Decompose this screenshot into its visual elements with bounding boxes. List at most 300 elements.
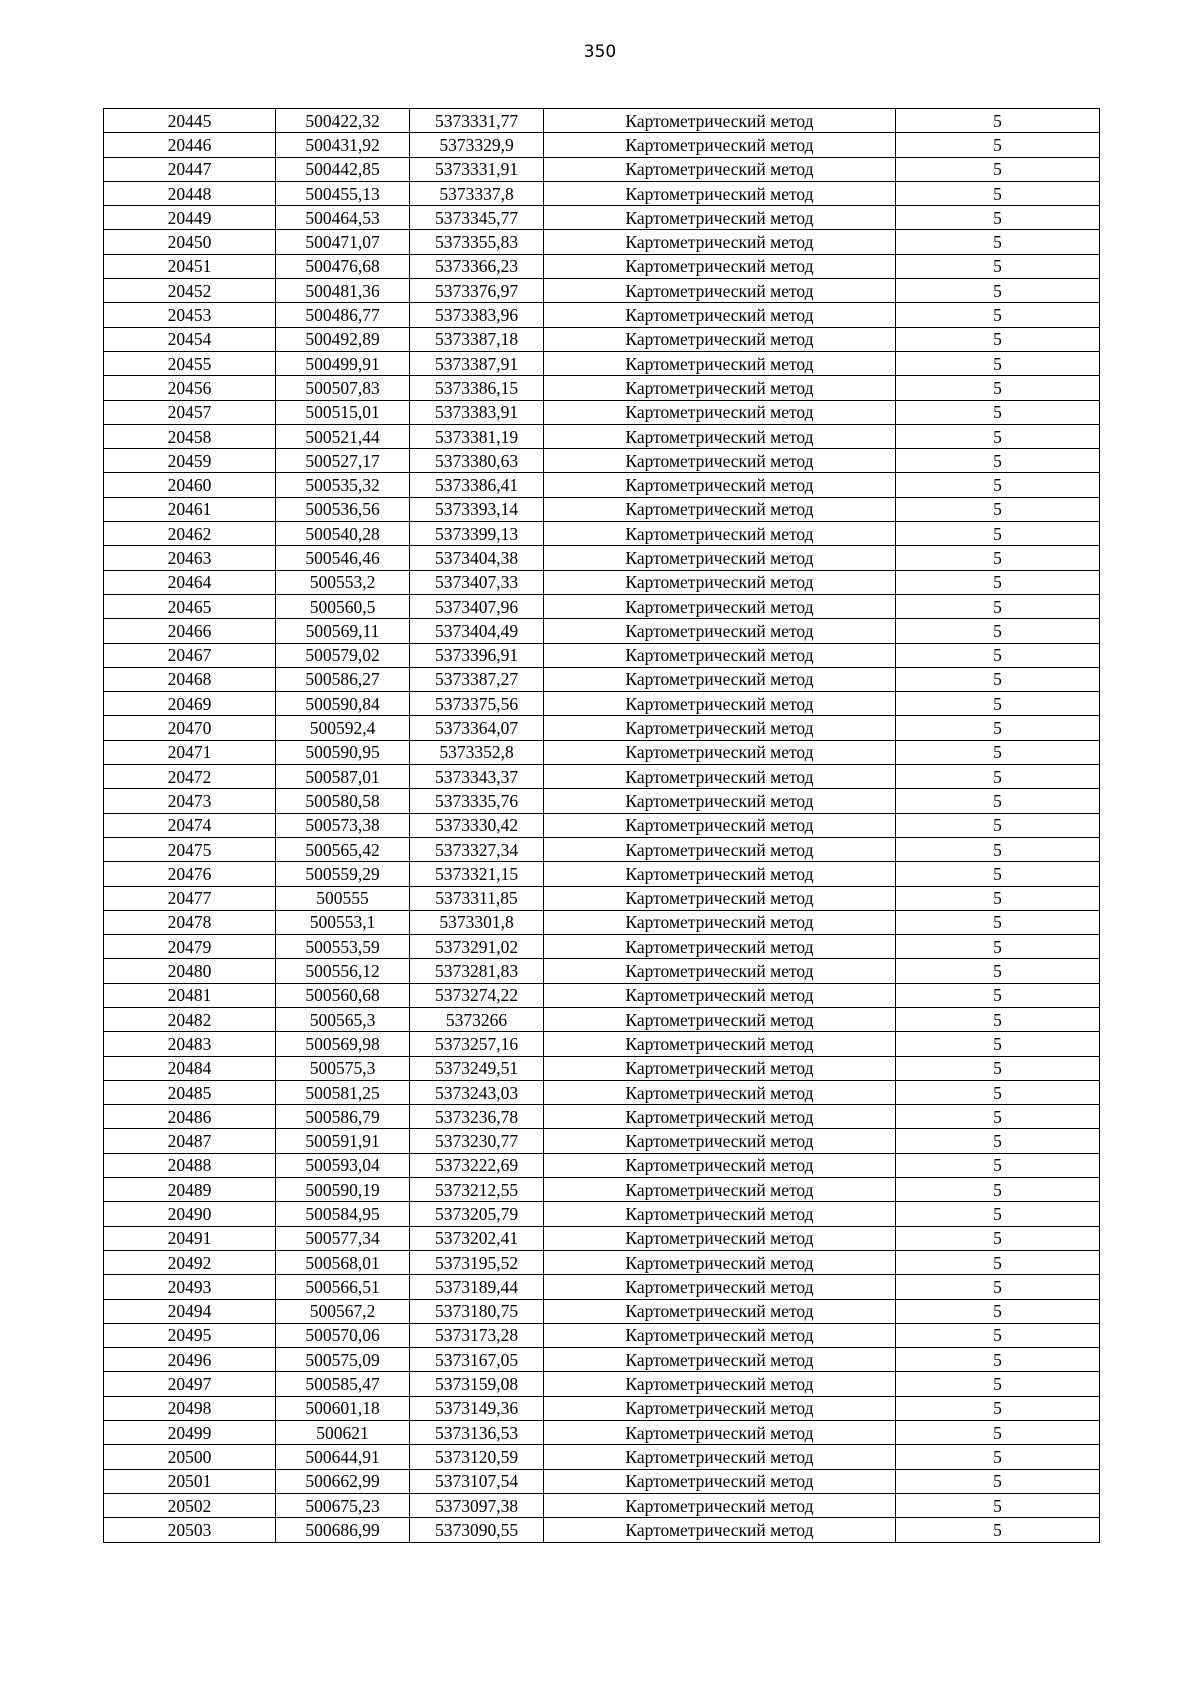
x-coordinate-cell: 500567,2 [276,1299,410,1323]
point-number-cell: 20468 [104,667,276,691]
accuracy-cell: 5 [896,1299,1100,1323]
method-cell: Картометрический метод [544,910,896,934]
method-cell: Картометрический метод [544,1396,896,1420]
accuracy-cell: 5 [896,1421,1100,1445]
method-cell: Картометрический метод [544,109,896,133]
table-row [104,497,1100,521]
table-row [104,1226,1100,1250]
accuracy-cell: 5 [896,1178,1100,1202]
method-cell: Картометрический метод [544,327,896,351]
x-coordinate-cell: 500590,84 [276,692,410,716]
y-coordinate-cell: 5373281,83 [410,959,544,983]
y-coordinate-cell: 5373331,91 [410,157,544,181]
x-coordinate-cell: 500481,36 [276,279,410,303]
table-row [104,351,1100,375]
accuracy-cell: 5 [896,813,1100,837]
table-row [104,1202,1100,1226]
table-row [104,109,1100,133]
x-coordinate-cell: 500536,56 [276,497,410,521]
accuracy-cell: 5 [896,959,1100,983]
method-cell: Картометрический метод [544,351,896,375]
point-number-cell: 20461 [104,497,276,521]
point-number-cell: 20466 [104,619,276,643]
table-row [104,862,1100,886]
y-coordinate-cell: 5373321,15 [410,862,544,886]
point-number-cell: 20451 [104,254,276,278]
x-coordinate-cell: 500591,91 [276,1129,410,1153]
table-row [104,886,1100,910]
point-number-cell: 20455 [104,351,276,375]
y-coordinate-cell: 5373387,18 [410,327,544,351]
y-coordinate-cell: 5373345,77 [410,206,544,230]
table-row [104,765,1100,789]
y-coordinate-cell: 5373407,33 [410,570,544,594]
method-cell: Картометрический метод [544,740,896,764]
x-coordinate-cell: 500527,17 [276,449,410,473]
method-cell: Картометрический метод [544,1129,896,1153]
x-coordinate-cell: 500559,29 [276,862,410,886]
point-number-cell: 20447 [104,157,276,181]
accuracy-cell: 5 [896,1129,1100,1153]
point-number-cell: 20464 [104,570,276,594]
x-coordinate-cell: 500569,11 [276,619,410,643]
accuracy-cell: 5 [896,1080,1100,1104]
point-number-cell: 20482 [104,1007,276,1031]
method-cell: Картометрический метод [544,983,896,1007]
table-row [104,206,1100,230]
method-cell: Картометрический метод [544,789,896,813]
point-number-cell: 20472 [104,765,276,789]
table-row [104,279,1100,303]
x-coordinate-cell: 500565,42 [276,837,410,861]
x-coordinate-cell: 500560,5 [276,594,410,618]
table-row [104,254,1100,278]
x-coordinate-cell: 500535,32 [276,473,410,497]
method-cell: Картометрический метод [544,619,896,643]
table-row [104,837,1100,861]
y-coordinate-cell: 5373230,77 [410,1129,544,1153]
table-row [104,546,1100,570]
x-coordinate-cell: 500584,95 [276,1202,410,1226]
table-row [104,1105,1100,1129]
point-number-cell: 20489 [104,1178,276,1202]
method-cell: Картометрический метод [544,497,896,521]
table-row [104,1153,1100,1177]
point-number-cell: 20493 [104,1275,276,1299]
accuracy-cell: 5 [896,1323,1100,1347]
x-coordinate-cell: 500499,91 [276,351,410,375]
point-number-cell: 20449 [104,206,276,230]
point-number-cell: 20463 [104,546,276,570]
y-coordinate-cell: 5373257,16 [410,1032,544,1056]
point-number-cell: 20495 [104,1323,276,1347]
x-coordinate-cell: 500593,04 [276,1153,410,1177]
method-cell: Картометрический метод [544,570,896,594]
x-coordinate-cell: 500568,01 [276,1250,410,1274]
x-coordinate-cell: 500476,68 [276,254,410,278]
table-row [104,1032,1100,1056]
accuracy-cell: 5 [896,1056,1100,1080]
table-row [104,1178,1100,1202]
point-number-cell: 20470 [104,716,276,740]
method-cell: Картометрический метод [544,424,896,448]
point-number-cell: 20496 [104,1348,276,1372]
method-cell: Картометрический метод [544,1032,896,1056]
x-coordinate-cell: 500587,01 [276,765,410,789]
method-cell: Картометрический метод [544,1299,896,1323]
point-number-cell: 20473 [104,789,276,813]
x-coordinate-cell: 500579,02 [276,643,410,667]
method-cell: Картометрический метод [544,1202,896,1226]
x-coordinate-cell: 500553,2 [276,570,410,594]
point-number-cell: 20501 [104,1469,276,1493]
method-cell: Картометрический метод [544,1372,896,1396]
method-cell: Картометрический метод [544,1323,896,1347]
accuracy-cell: 5 [896,400,1100,424]
accuracy-cell: 5 [896,1202,1100,1226]
accuracy-cell: 5 [896,862,1100,886]
point-number-cell: 20479 [104,935,276,959]
accuracy-cell: 5 [896,740,1100,764]
y-coordinate-cell: 5373343,37 [410,765,544,789]
method-cell: Картометрический метод [544,935,896,959]
point-number-cell: 20503 [104,1518,276,1542]
x-coordinate-cell: 500566,51 [276,1275,410,1299]
y-coordinate-cell: 5373120,59 [410,1445,544,1469]
y-coordinate-cell: 5373212,55 [410,1178,544,1202]
accuracy-cell: 5 [896,1032,1100,1056]
method-cell: Картометрический метод [544,1007,896,1031]
y-coordinate-cell: 5373404,38 [410,546,544,570]
x-coordinate-cell: 500486,77 [276,303,410,327]
x-coordinate-cell: 500662,99 [276,1469,410,1493]
y-coordinate-cell: 5373386,15 [410,376,544,400]
x-coordinate-cell: 500442,85 [276,157,410,181]
x-coordinate-cell: 500431,92 [276,133,410,157]
point-number-cell: 20498 [104,1396,276,1420]
point-number-cell: 20490 [104,1202,276,1226]
y-coordinate-cell: 5373407,96 [410,594,544,618]
method-cell: Картометрический метод [544,473,896,497]
point-number-cell: 20500 [104,1445,276,1469]
y-coordinate-cell: 5373243,03 [410,1080,544,1104]
table-body [104,109,1100,1543]
method-cell: Картометрический метод [544,254,896,278]
x-coordinate-cell: 500560,68 [276,983,410,1007]
method-cell: Картометрический метод [544,1250,896,1274]
y-coordinate-cell: 5373222,69 [410,1153,544,1177]
point-number-cell: 20456 [104,376,276,400]
method-cell: Картометрический метод [544,1056,896,1080]
y-coordinate-cell: 5373202,41 [410,1226,544,1250]
method-cell: Картометрический метод [544,400,896,424]
table-row [104,1299,1100,1323]
x-coordinate-cell: 500585,47 [276,1372,410,1396]
y-coordinate-cell: 5373149,36 [410,1396,544,1420]
y-coordinate-cell: 5373337,8 [410,181,544,205]
method-cell: Картометрический метод [544,1493,896,1517]
accuracy-cell: 5 [896,765,1100,789]
method-cell: Картометрический метод [544,692,896,716]
accuracy-cell: 5 [896,1372,1100,1396]
x-coordinate-cell: 500553,1 [276,910,410,934]
table-row [104,1372,1100,1396]
x-coordinate-cell: 500686,99 [276,1518,410,1542]
table-row [104,643,1100,667]
y-coordinate-cell: 5373107,54 [410,1469,544,1493]
point-number-cell: 20469 [104,692,276,716]
accuracy-cell: 5 [896,789,1100,813]
table-row [104,570,1100,594]
x-coordinate-cell: 500577,34 [276,1226,410,1250]
method-cell: Картометрический метод [544,522,896,546]
point-number-cell: 20465 [104,594,276,618]
y-coordinate-cell: 5373274,22 [410,983,544,1007]
x-coordinate-cell: 500569,98 [276,1032,410,1056]
point-number-cell: 20448 [104,181,276,205]
x-coordinate-cell: 500492,89 [276,327,410,351]
table-row [104,1445,1100,1469]
accuracy-cell: 5 [896,837,1100,861]
page-number: 350 [583,42,617,62]
y-coordinate-cell: 5373311,85 [410,886,544,910]
accuracy-cell: 5 [896,643,1100,667]
point-number-cell: 20486 [104,1105,276,1129]
table-row [104,959,1100,983]
table-row [104,1396,1100,1420]
method-cell: Картометрический метод [544,206,896,230]
method-cell: Картометрический метод [544,133,896,157]
method-cell: Картометрический метод [544,716,896,740]
table-row [104,327,1100,351]
table-row [104,400,1100,424]
table-row [104,594,1100,618]
x-coordinate-cell: 500515,01 [276,400,410,424]
table-row [104,619,1100,643]
point-number-cell: 20453 [104,303,276,327]
y-coordinate-cell: 5373249,51 [410,1056,544,1080]
method-cell: Картометрический метод [544,1445,896,1469]
method-cell: Картометрический метод [544,279,896,303]
x-coordinate-cell: 500675,23 [276,1493,410,1517]
accuracy-cell: 5 [896,1445,1100,1469]
method-cell: Картометрический метод [544,886,896,910]
y-coordinate-cell: 5373090,55 [410,1518,544,1542]
point-number-cell: 20471 [104,740,276,764]
accuracy-cell: 5 [896,1518,1100,1542]
method-cell: Картометрический метод [544,1226,896,1250]
method-cell: Картометрический метод [544,643,896,667]
y-coordinate-cell: 5373167,05 [410,1348,544,1372]
method-cell: Картометрический метод [544,837,896,861]
x-coordinate-cell: 500581,25 [276,1080,410,1104]
y-coordinate-cell: 5373352,8 [410,740,544,764]
accuracy-cell: 5 [896,1250,1100,1274]
table-row [104,133,1100,157]
accuracy-cell: 5 [896,133,1100,157]
table-row [104,789,1100,813]
accuracy-cell: 5 [896,1275,1100,1299]
y-coordinate-cell: 5373387,27 [410,667,544,691]
accuracy-cell: 5 [896,619,1100,643]
method-cell: Картометрический метод [544,1421,896,1445]
method-cell: Картометрический метод [544,1178,896,1202]
accuracy-cell: 5 [896,303,1100,327]
accuracy-cell: 5 [896,1493,1100,1517]
method-cell: Картометрический метод [544,1348,896,1372]
accuracy-cell: 5 [896,497,1100,521]
y-coordinate-cell: 5373327,34 [410,837,544,861]
y-coordinate-cell: 5373364,07 [410,716,544,740]
table-row [104,1469,1100,1493]
y-coordinate-cell: 5373173,28 [410,1323,544,1347]
method-cell: Картометрический метод [544,1080,896,1104]
method-cell: Картометрический метод [544,181,896,205]
y-coordinate-cell: 5373387,91 [410,351,544,375]
y-coordinate-cell: 5373399,13 [410,522,544,546]
table-row [104,181,1100,205]
accuracy-cell: 5 [896,473,1100,497]
table-row [104,1129,1100,1153]
y-coordinate-cell: 5373329,9 [410,133,544,157]
point-number-cell: 20450 [104,230,276,254]
accuracy-cell: 5 [896,546,1100,570]
accuracy-cell: 5 [896,1226,1100,1250]
point-number-cell: 20445 [104,109,276,133]
point-number-cell: 20478 [104,910,276,934]
y-coordinate-cell: 5373331,77 [410,109,544,133]
method-cell: Картометрический метод [544,765,896,789]
y-coordinate-cell: 5373404,49 [410,619,544,643]
x-coordinate-cell: 500556,12 [276,959,410,983]
y-coordinate-cell: 5373380,63 [410,449,544,473]
x-coordinate-cell: 500455,13 [276,181,410,205]
table-row [104,473,1100,497]
accuracy-cell: 5 [896,910,1100,934]
x-coordinate-cell: 500590,19 [276,1178,410,1202]
accuracy-cell: 5 [896,692,1100,716]
point-number-cell: 20483 [104,1032,276,1056]
accuracy-cell: 5 [896,983,1100,1007]
y-coordinate-cell: 5373236,78 [410,1105,544,1129]
y-coordinate-cell: 5373335,76 [410,789,544,813]
accuracy-cell: 5 [896,157,1100,181]
table-row [104,1007,1100,1031]
method-cell: Картометрический метод [544,1105,896,1129]
accuracy-cell: 5 [896,522,1100,546]
table-row [104,303,1100,327]
y-coordinate-cell: 5373205,79 [410,1202,544,1226]
x-coordinate-cell: 500507,83 [276,376,410,400]
table-row [104,1518,1100,1542]
point-number-cell: 20481 [104,983,276,1007]
x-coordinate-cell: 500586,79 [276,1105,410,1129]
table-row [104,667,1100,691]
method-cell: Картометрический метод [544,667,896,691]
y-coordinate-cell: 5373383,96 [410,303,544,327]
table-row [104,813,1100,837]
x-coordinate-cell: 500586,27 [276,667,410,691]
table-row [104,1323,1100,1347]
y-coordinate-cell: 5373355,83 [410,230,544,254]
point-number-cell: 20491 [104,1226,276,1250]
y-coordinate-cell: 5373386,41 [410,473,544,497]
accuracy-cell: 5 [896,667,1100,691]
point-number-cell: 20485 [104,1080,276,1104]
accuracy-cell: 5 [896,327,1100,351]
x-coordinate-cell: 500575,3 [276,1056,410,1080]
x-coordinate-cell: 500555 [276,886,410,910]
table-row [104,983,1100,1007]
point-number-cell: 20484 [104,1056,276,1080]
point-number-cell: 20458 [104,424,276,448]
point-number-cell: 20452 [104,279,276,303]
y-coordinate-cell: 5373180,75 [410,1299,544,1323]
y-coordinate-cell: 5373376,97 [410,279,544,303]
y-coordinate-cell: 5373136,53 [410,1421,544,1445]
table-row [104,230,1100,254]
table-row [104,1080,1100,1104]
table-row [104,1275,1100,1299]
x-coordinate-cell: 500540,28 [276,522,410,546]
method-cell: Картометрический метод [544,546,896,570]
accuracy-cell: 5 [896,1469,1100,1493]
point-number-cell: 20467 [104,643,276,667]
table-row [104,740,1100,764]
method-cell: Картометрический метод [544,157,896,181]
table-row [104,424,1100,448]
accuracy-cell: 5 [896,594,1100,618]
accuracy-cell: 5 [896,1153,1100,1177]
method-cell: Картометрический метод [544,449,896,473]
x-coordinate-cell: 500592,4 [276,716,410,740]
point-number-cell: 20494 [104,1299,276,1323]
method-cell: Картометрический метод [544,813,896,837]
table-row [104,935,1100,959]
accuracy-cell: 5 [896,1396,1100,1420]
accuracy-cell: 5 [896,376,1100,400]
point-number-cell: 20492 [104,1250,276,1274]
x-coordinate-cell: 500575,09 [276,1348,410,1372]
accuracy-cell: 5 [896,109,1100,133]
y-coordinate-cell: 5373330,42 [410,813,544,837]
x-coordinate-cell: 500553,59 [276,935,410,959]
x-coordinate-cell: 500546,46 [276,546,410,570]
x-coordinate-cell: 500580,58 [276,789,410,813]
coordinates-table [103,108,1100,1543]
x-coordinate-cell: 500590,95 [276,740,410,764]
table-row [104,1421,1100,1445]
accuracy-cell: 5 [896,254,1100,278]
y-coordinate-cell: 5373375,56 [410,692,544,716]
point-number-cell: 20454 [104,327,276,351]
y-coordinate-cell: 5373291,02 [410,935,544,959]
point-number-cell: 20462 [104,522,276,546]
y-coordinate-cell: 5373159,08 [410,1372,544,1396]
x-coordinate-cell: 500521,44 [276,424,410,448]
accuracy-cell: 5 [896,279,1100,303]
x-coordinate-cell: 500573,38 [276,813,410,837]
table-row [104,716,1100,740]
point-number-cell: 20474 [104,813,276,837]
method-cell: Картометрический метод [544,303,896,327]
point-number-cell: 20488 [104,1153,276,1177]
method-cell: Картометрический метод [544,230,896,254]
point-number-cell: 20487 [104,1129,276,1153]
accuracy-cell: 5 [896,206,1100,230]
accuracy-cell: 5 [896,351,1100,375]
x-coordinate-cell: 500471,07 [276,230,410,254]
